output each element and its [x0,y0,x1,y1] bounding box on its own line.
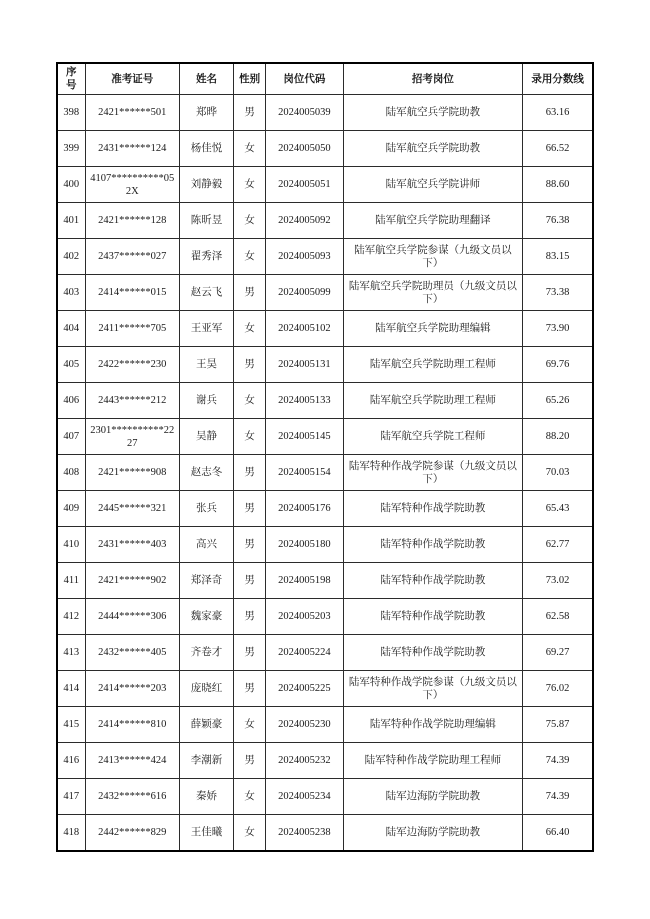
table-row [57,815,593,852]
cell-post-title: 陆军特种作战学院助教 [343,527,523,563]
header-post-title: 招考岗位 [343,63,523,95]
cell-gender: 女 [234,707,266,743]
cell-post-code: 2024005145 [266,419,343,455]
table-row [57,203,593,239]
cell-post-code: 2024005133 [266,383,343,419]
cell-post-title: 陆军航空兵学院助教 [343,95,523,131]
cell-seq-no: 408 [57,455,85,491]
cell-ticket-number: 2432******405 [85,635,179,671]
cell-name: 翟秀泽 [179,239,233,275]
cell-post-code: 2024005131 [266,347,343,383]
cell-gender: 女 [234,131,266,167]
cell-post-code: 2024005050 [266,131,343,167]
cell-name: 刘静毅 [179,167,233,203]
cell-name: 王佳曦 [179,815,233,852]
cell-post-code: 2024005224 [266,635,343,671]
cell-score-line: 88.20 [523,419,593,455]
cell-score-line: 69.76 [523,347,593,383]
cell-gender: 男 [234,491,266,527]
cell-ticket-number: 2431******124 [85,131,179,167]
table-row [57,95,593,131]
cell-gender: 男 [234,95,266,131]
cell-post-title: 陆军航空兵学院助理工程师 [343,347,523,383]
table-row [57,527,593,563]
cell-gender: 男 [234,563,266,599]
cell-gender: 男 [234,527,266,563]
table-row [57,635,593,671]
cell-gender: 女 [234,419,266,455]
cell-score-line: 65.26 [523,383,593,419]
cell-post-code: 2024005176 [266,491,343,527]
cell-ticket-number: 2445******321 [85,491,179,527]
cell-post-title: 陆军航空兵学院助理员（九级文员以下） [343,275,523,311]
table-row [57,347,593,383]
cell-ticket-number: 2422******230 [85,347,179,383]
cell-score-line: 70.03 [523,455,593,491]
cell-seq-no: 413 [57,635,85,671]
table-row [57,779,593,815]
cell-score-line: 62.77 [523,527,593,563]
cell-gender: 男 [234,743,266,779]
cell-ticket-number: 2444******306 [85,599,179,635]
cell-ticket-number: 2421******902 [85,563,179,599]
cell-seq-no: 398 [57,95,85,131]
cell-seq-no: 405 [57,347,85,383]
cell-seq-no: 415 [57,707,85,743]
cell-ticket-number: 2431******403 [85,527,179,563]
cell-score-line: 76.38 [523,203,593,239]
cell-name: 赵云飞 [179,275,233,311]
table-row [57,239,593,275]
table-row [57,707,593,743]
header-seq-no: 序号 [57,63,85,95]
cell-ticket-number: 2414******015 [85,275,179,311]
cell-gender: 男 [234,599,266,635]
header-ticket-number: 准考证号 [85,63,179,95]
cell-score-line: 62.58 [523,599,593,635]
cell-ticket-number: 2432******616 [85,779,179,815]
table-row [57,671,593,707]
cell-name: 杨佳悦 [179,131,233,167]
cell-post-code: 2024005093 [266,239,343,275]
cell-gender: 男 [234,455,266,491]
cell-ticket-number: 2442******829 [85,815,179,852]
cell-score-line: 74.39 [523,779,593,815]
cell-post-title: 陆军边海防学院助教 [343,779,523,815]
cell-ticket-number: 2421******501 [85,95,179,131]
cell-post-code: 2024005234 [266,779,343,815]
cell-gender: 男 [234,635,266,671]
cell-post-title: 陆军特种作战学院助教 [343,599,523,635]
cell-post-code: 2024005102 [266,311,343,347]
cell-post-title: 陆军特种作战学院助理编辑 [343,707,523,743]
cell-seq-no: 410 [57,527,85,563]
header-gender: 性别 [234,63,266,95]
cell-ticket-number: 2414******810 [85,707,179,743]
cell-post-code: 2024005154 [266,455,343,491]
cell-name: 张兵 [179,491,233,527]
header-score-line: 录用分数线 [523,63,593,95]
cell-ticket-number: 2421******908 [85,455,179,491]
cell-seq-no: 402 [57,239,85,275]
cell-score-line: 65.43 [523,491,593,527]
cell-score-line: 74.39 [523,743,593,779]
cell-score-line: 69.27 [523,635,593,671]
cell-name: 秦娇 [179,779,233,815]
cell-seq-no: 400 [57,167,85,203]
cell-score-line: 63.16 [523,95,593,131]
cell-score-line: 88.60 [523,167,593,203]
cell-ticket-number: 2437******027 [85,239,179,275]
cell-gender: 女 [234,311,266,347]
cell-post-title: 陆军航空兵学院工程师 [343,419,523,455]
header-post-code: 岗位代码 [266,63,343,95]
cell-seq-no: 401 [57,203,85,239]
cell-post-title: 陆军特种作战学院助教 [343,635,523,671]
cell-post-title: 陆军航空兵学院助理工程师 [343,383,523,419]
cell-name: 薛颖豪 [179,707,233,743]
cell-ticket-number: 2411******705 [85,311,179,347]
cell-post-title: 陆军航空兵学院助理翻译 [343,203,523,239]
cell-name: 庞晓红 [179,671,233,707]
recruitment-score-table [56,62,594,852]
cell-gender: 女 [234,383,266,419]
cell-post-title: 陆军航空兵学院助教 [343,131,523,167]
cell-ticket-number: 2301**********2227 [85,419,179,455]
cell-score-line: 76.02 [523,671,593,707]
cell-gender: 女 [234,779,266,815]
cell-score-line: 73.90 [523,311,593,347]
table-row [57,383,593,419]
cell-name: 陈昕昱 [179,203,233,239]
cell-score-line: 73.02 [523,563,593,599]
cell-seq-no: 406 [57,383,85,419]
cell-gender: 男 [234,671,266,707]
cell-score-line: 73.38 [523,275,593,311]
cell-post-code: 2024005225 [266,671,343,707]
cell-gender: 男 [234,275,266,311]
cell-name: 郑泽奇 [179,563,233,599]
cell-post-code: 2024005232 [266,743,343,779]
cell-post-code: 2024005238 [266,815,343,852]
table-row [57,167,593,203]
cell-gender: 女 [234,815,266,852]
cell-gender: 女 [234,167,266,203]
cell-ticket-number: 2414******203 [85,671,179,707]
cell-post-code: 2024005198 [266,563,343,599]
cell-name: 吴静 [179,419,233,455]
cell-score-line: 75.87 [523,707,593,743]
cell-name: 魏家豪 [179,599,233,635]
table-row [57,563,593,599]
cell-ticket-number: 2421******128 [85,203,179,239]
cell-name: 郑晔 [179,95,233,131]
cell-post-title: 陆军特种作战学院助教 [343,491,523,527]
cell-score-line: 66.52 [523,131,593,167]
table-row [57,455,593,491]
cell-seq-no: 411 [57,563,85,599]
cell-name: 谢兵 [179,383,233,419]
cell-post-title: 陆军航空兵学院参谋（九级文员以下） [343,239,523,275]
cell-post-code: 2024005051 [266,167,343,203]
cell-gender: 男 [234,347,266,383]
cell-post-title: 陆军特种作战学院助理工程师 [343,743,523,779]
cell-name: 李潮新 [179,743,233,779]
cell-name: 王亚军 [179,311,233,347]
table-row [57,419,593,455]
cell-gender: 女 [234,203,266,239]
cell-name: 齐卷才 [179,635,233,671]
cell-post-code: 2024005230 [266,707,343,743]
table-row [57,275,593,311]
cell-score-line: 83.15 [523,239,593,275]
table-body [57,95,593,852]
cell-name: 高兴 [179,527,233,563]
table-header-row [57,63,593,95]
cell-seq-no: 414 [57,671,85,707]
cell-post-title: 陆军特种作战学院助教 [343,563,523,599]
cell-seq-no: 416 [57,743,85,779]
cell-seq-no: 407 [57,419,85,455]
cell-seq-no: 399 [57,131,85,167]
cell-seq-no: 404 [57,311,85,347]
cell-post-title: 陆军特种作战学院参谋（九级文员以下） [343,671,523,707]
table-row [57,491,593,527]
cell-post-title: 陆军航空兵学院讲师 [343,167,523,203]
cell-seq-no: 412 [57,599,85,635]
cell-post-title: 陆军特种作战学院参谋（九级文员以下） [343,455,523,491]
cell-post-title: 陆军航空兵学院助理编辑 [343,311,523,347]
table-row [57,743,593,779]
cell-ticket-number: 2443******212 [85,383,179,419]
cell-name: 王昊 [179,347,233,383]
cell-seq-no: 403 [57,275,85,311]
cell-ticket-number: 4107**********052X [85,167,179,203]
cell-seq-no: 417 [57,779,85,815]
table-row [57,599,593,635]
cell-seq-no: 418 [57,815,85,852]
table-row [57,131,593,167]
cell-post-code: 2024005039 [266,95,343,131]
cell-name: 赵志冬 [179,455,233,491]
cell-ticket-number: 2413******424 [85,743,179,779]
cell-post-title: 陆军边海防学院助教 [343,815,523,852]
cell-gender: 女 [234,239,266,275]
header-name: 姓名 [179,63,233,95]
cell-score-line: 66.40 [523,815,593,852]
cell-post-code: 2024005203 [266,599,343,635]
cell-post-code: 2024005092 [266,203,343,239]
cell-post-code: 2024005180 [266,527,343,563]
cell-seq-no: 409 [57,491,85,527]
cell-post-code: 2024005099 [266,275,343,311]
table-row [57,311,593,347]
